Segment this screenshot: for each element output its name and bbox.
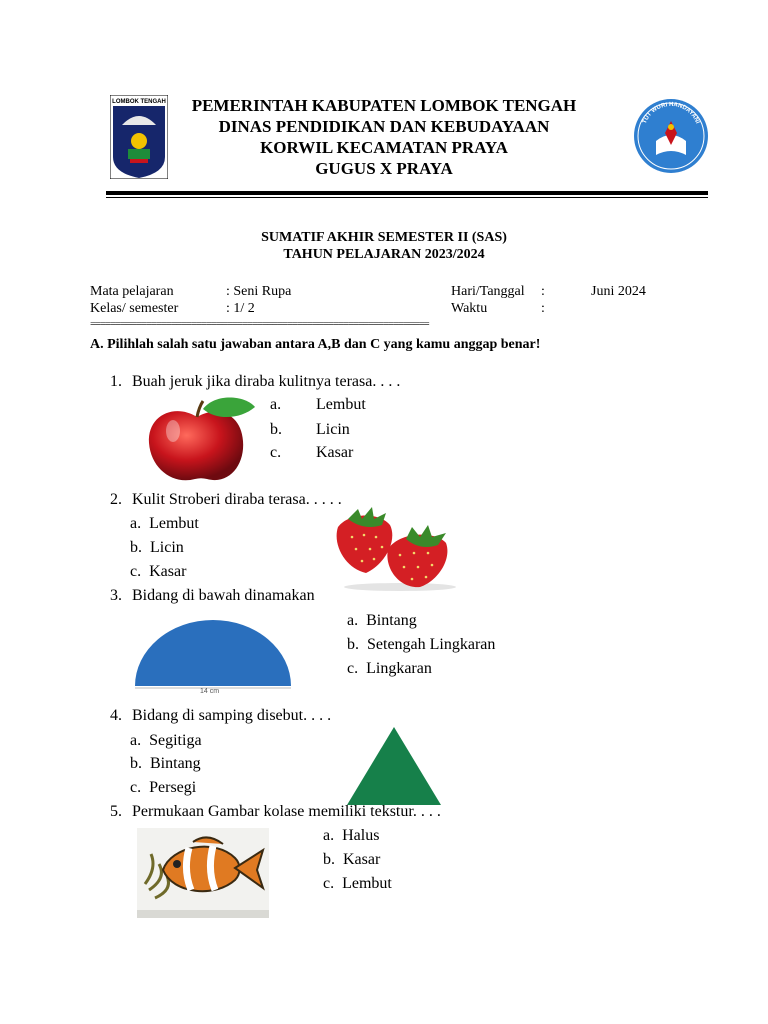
option-text: Bintang <box>150 755 201 772</box>
option-letter: b. <box>270 421 282 438</box>
question-text: Permukaan Gambar kolase memiliki tekstur. . . . <box>132 803 441 820</box>
option-letter: c. <box>130 563 142 580</box>
question-text: Bidang di bawah dinamakan <box>132 587 315 604</box>
question-number: 3. <box>110 587 122 604</box>
option-text: Persegi <box>149 779 197 796</box>
option-letter: c. <box>347 660 359 677</box>
option-text: Licin <box>150 539 184 556</box>
header-rule-thin <box>106 197 708 198</box>
apple-image <box>145 395 257 485</box>
q4-option-b <box>130 754 201 774</box>
date-label: Hari/Tanggal <box>451 284 525 299</box>
class-label: Kelas/ semester <box>90 301 179 316</box>
option-letter: c. <box>270 444 282 461</box>
fish-collage-image <box>137 828 269 918</box>
q1-option-b-text: Licin <box>316 421 350 438</box>
q4-option-a <box>130 731 202 751</box>
question-number: 2. <box>110 491 122 508</box>
strawberry-image <box>328 505 462 591</box>
q2-option-b <box>130 538 184 558</box>
option-text: Halus <box>342 827 380 844</box>
option-text: Kasar <box>343 851 381 868</box>
question-number: 5. <box>110 803 122 820</box>
q1-option-a <box>270 395 281 415</box>
time-colon: : <box>541 301 545 316</box>
option-text: Lembut <box>149 515 199 532</box>
q3-option-a <box>347 611 417 631</box>
question-text: Bidang di samping disebut. . . . <box>132 707 332 724</box>
q1-option-a-text: Lembut <box>316 396 366 413</box>
option-text: Setengah Lingkaran <box>367 636 496 653</box>
tut-wuri-handayani-logo <box>632 93 710 179</box>
question-number: 1. <box>110 373 122 390</box>
q2-option-c <box>130 562 186 582</box>
date-colon: : <box>541 284 545 299</box>
option-letter: b. <box>130 539 142 556</box>
q5-option-c <box>323 874 392 894</box>
option-text: Lembut <box>342 875 392 892</box>
q5-option-a <box>323 826 379 846</box>
question-number: 4. <box>110 707 122 724</box>
semicircle-caption: 14 cm <box>200 688 220 695</box>
option-letter: a. <box>323 827 335 844</box>
triangle-image <box>346 726 442 806</box>
option-letter: c. <box>323 875 335 892</box>
header-line-2: DINAS PENDIDIKAN DAN KEBUDAYAAN <box>218 117 550 136</box>
header-line-1: PEMERINTAH KABUPATEN LOMBOK TENGAH <box>191 96 577 115</box>
q5-option-b <box>323 850 380 870</box>
q1-option-c-text: Kasar <box>316 444 354 461</box>
question-2 <box>110 490 342 510</box>
option-letter: b. <box>347 636 359 653</box>
question-4 <box>110 706 331 726</box>
option-letter: b. <box>323 851 335 868</box>
q3-option-c <box>347 659 432 679</box>
header-line-4: GUGUS X PRAYA <box>315 159 453 178</box>
question-text: Kulit Stroberi diraba terasa. . . . . <box>132 491 342 508</box>
header-line-3: KORWIL KECAMATAN PRAYA <box>260 138 508 157</box>
exam-title: SUMATIF AKHIR SEMESTER II (SAS) <box>261 230 507 245</box>
question-text: Buah jeruk jika diraba kulitnya terasa. . . . <box>132 373 401 390</box>
q2-option-a <box>130 514 199 534</box>
separator-line: =================================================================== <box>90 318 429 330</box>
time-label: Waktu <box>451 301 488 316</box>
subject-label: Mata pelajaran <box>90 284 174 299</box>
q3-option-b <box>347 635 495 655</box>
option-letter: b. <box>130 755 142 772</box>
option-letter: a. <box>130 732 142 749</box>
option-letter: a. <box>347 612 359 629</box>
question-5 <box>110 802 441 822</box>
header-rule-thick <box>106 191 708 195</box>
date-value: Juni 2024 <box>591 284 646 299</box>
q1-option-c <box>270 443 281 463</box>
option-letter: a. <box>130 515 142 532</box>
option-text: Bintang <box>366 612 417 629</box>
question-3 <box>110 586 315 606</box>
section-a-instruction: A. Pilihlah salah satu jawaban antara A,B dan C yang kamu anggap benar! <box>90 337 541 352</box>
option-letter: c. <box>130 779 142 796</box>
option-letter: a. <box>270 396 282 413</box>
subject-value: : Seni Rupa <box>226 284 292 299</box>
logo-motto-text: TUT WURI HANDAYANI <box>641 101 701 125</box>
q4-option-c <box>130 778 196 798</box>
regency-logo-label: LOMBOK TENGAH <box>112 99 166 105</box>
semicircle-image <box>133 618 293 696</box>
option-text: Segitiga <box>149 732 202 749</box>
question-1 <box>110 372 400 392</box>
exam-year: TAHUN PELAJARAN 2023/2024 <box>283 247 485 262</box>
option-text: Kasar <box>149 563 187 580</box>
option-text: Lingkaran <box>366 660 432 677</box>
q1-option-b <box>270 420 282 440</box>
class-value: : 1/ 2 <box>226 301 255 316</box>
